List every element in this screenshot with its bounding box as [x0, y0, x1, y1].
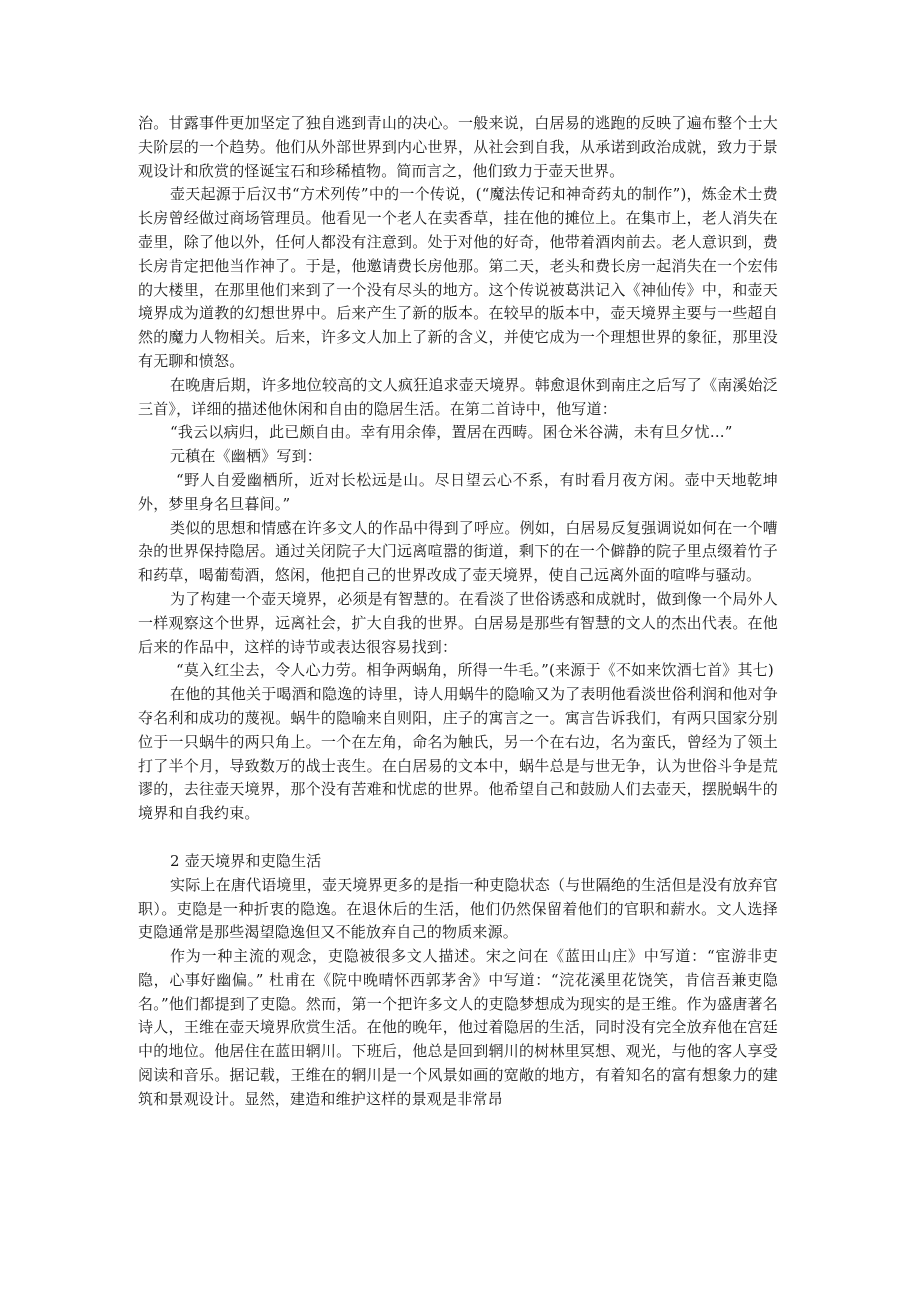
paragraph: 在他的其他关于喝酒和隐逸的诗里，诗人用蜗牛的隐喻又为了表明他看淡世俗利润和他对争夺名利和成功的蔑视。蜗牛的隐喻来自则阳，庄子的寓言之一。寓言告诉我们，有两只国家分别位于一只蜗牛的两只角上。一个在左角，命名为触氏，另一个在右边，名为蛮氏，曾经为了领土打了半个月，导致数万的战士丧生。在白居易的文本中，蜗牛总是与世无争，认为世俗斗争是荒谬的，去往壶天境界，那个没有苦难和忧虑的世界。他希望自己和鼓励人们去壶天，摆脱蜗牛的境界和自我约束。 [138, 685, 779, 823]
paragraph: 为了构建一个壶天境界，必须是有智慧的。在看淡了世俗诱惑和成就时，做到像一个局外人一样观察这个世界，远离社会，扩大自我的世界。白居易是那些有智慧的文人的杰出代表。在他后来的作品中，这样的诗节或表达很容易找到： [138, 589, 779, 656]
article-body [138, 112, 778, 1112]
paragraph: 治。甘露事件更加坚定了独自逃到青山的决心。一般来说，白居易的逃跑的反映了遍布整个士大夫阶层的一个趋势。他们从外部世界到内心世界，从社会到自我，从承诺到政治成就，致力于景观设计和欣赏的怪诞宝石和珍稀植物。简而言之，他们致力于壶天世界。 [138, 114, 778, 180]
poem-quote: “莫入红尘去，令人心力劳。相争两蜗角，所得一牛毛。”(来源于《不如来饮酒七首》其七) [176, 661, 774, 680]
poem-quote: “野人自爱幽栖所，近对长松远是山。尽日望云心不系，有时看月夜方闲。壶中天地乾坤外，梦里身名旦暮间。” [138, 470, 778, 513]
section-heading: 2 壶天境界和吏隐生活 [170, 851, 322, 870]
paragraph: 壶天起源于后汉书“方术列传”中的一个传说，(“魔法传记和神奇药丸的制作”)，炼金术士费长房曾经做过商场管理员。他看见一个老人在卖香草，挂在他的摊位上。在集市上，老人消失在壶里，除了他以外，任何人都没有注意到。处于对他的好奇，他带着酒肉前去。老人意识到，费长房肯定把他当作神了。于是，他邀请费长房他那。第二天，老头和费长房一起消失在一个宏伟的大楼里，在那里他们来到了一个没有尽头的地方。这个传说被葛洪记入《神仙传》中，和壶天境界成为道教的幻想世界中。后来产生了新的版本。在较早的版本中，壶天境界主要与一些超自然的魔力人物相关。后来，许多文人加上了新的含义，并使它成为一个理想世界的象征，那里没有无聊和愤怒。 [138, 185, 778, 370]
paragraph: 作为一种主流的观念，吏隐被很多文人描述。宋之问在《蓝田山庄》中写道：“宦游非吏隐，心事好幽偏。” 杜甫在《院中晚晴怀西郭茅舍》中写道：“浣花溪里花饶笑，肯信吾兼吏隐名。”他们都提到了吏隐。然而，第一个把许多文人的吏隐梦想成为现实的是王维。作为盛唐著名诗人，王维在壶天境界欣赏生活。在他的晚年，他过着隐居的生活，同时没有完全放弃他在宫廷中的地位。他居住在蓝田辋川。下班后，他总是回到辋川的树林里冥想、观光，与他的客人享受阅读和音乐。据记载，王维在的辋川是一个风景如画的宽敞的地方，有着知名的富有想象力的建筑和景观设计。显然，建造和维护这样的景观是非常昂 [138, 947, 778, 1108]
paragraph-gap [138, 826, 778, 850]
poem-quote: “我云以病归，此已颇自由。幸有用余俸，置居在西畴。囷仓米谷满，未有旦夕忧...” [170, 423, 733, 442]
paragraph: 元稹在《幽栖》写到： [170, 447, 323, 466]
paragraph: 实际上在唐代语境里，壶天境界更多的是指一种吏隐状态（与世隔绝的生活但是没有放弃官职）。吏隐是一种折衷的隐逸。在退休后的生活，他们仍然保留着他们的官职和薪水。文人选择吏隐通常是那些渴望隐逸但又不能放弃自己的物质来源。 [138, 875, 779, 942]
paragraph: 在晚唐后期，许多地位较高的文人疯狂追求壶天境界。韩愈退休到南庄之后写了《南溪始泛三首》，详细的描述他休闲和自由的隐居生活。在第二首诗中，他写道： [138, 375, 779, 418]
paragraph: 类似的思想和情感在许多文人的作品中得到了呼应。例如，白居易反复强调说如何在一个嘈杂的世界保持隐居。通过关闭院子大门远离喧嚣的街道，剩下的在一个僻静的院子里点缀着竹子和药草，喝葡萄酒，悠闲，他把自己的世界改成了壶天境界，使自己远离外面的喧哗与骚动。 [138, 518, 779, 585]
